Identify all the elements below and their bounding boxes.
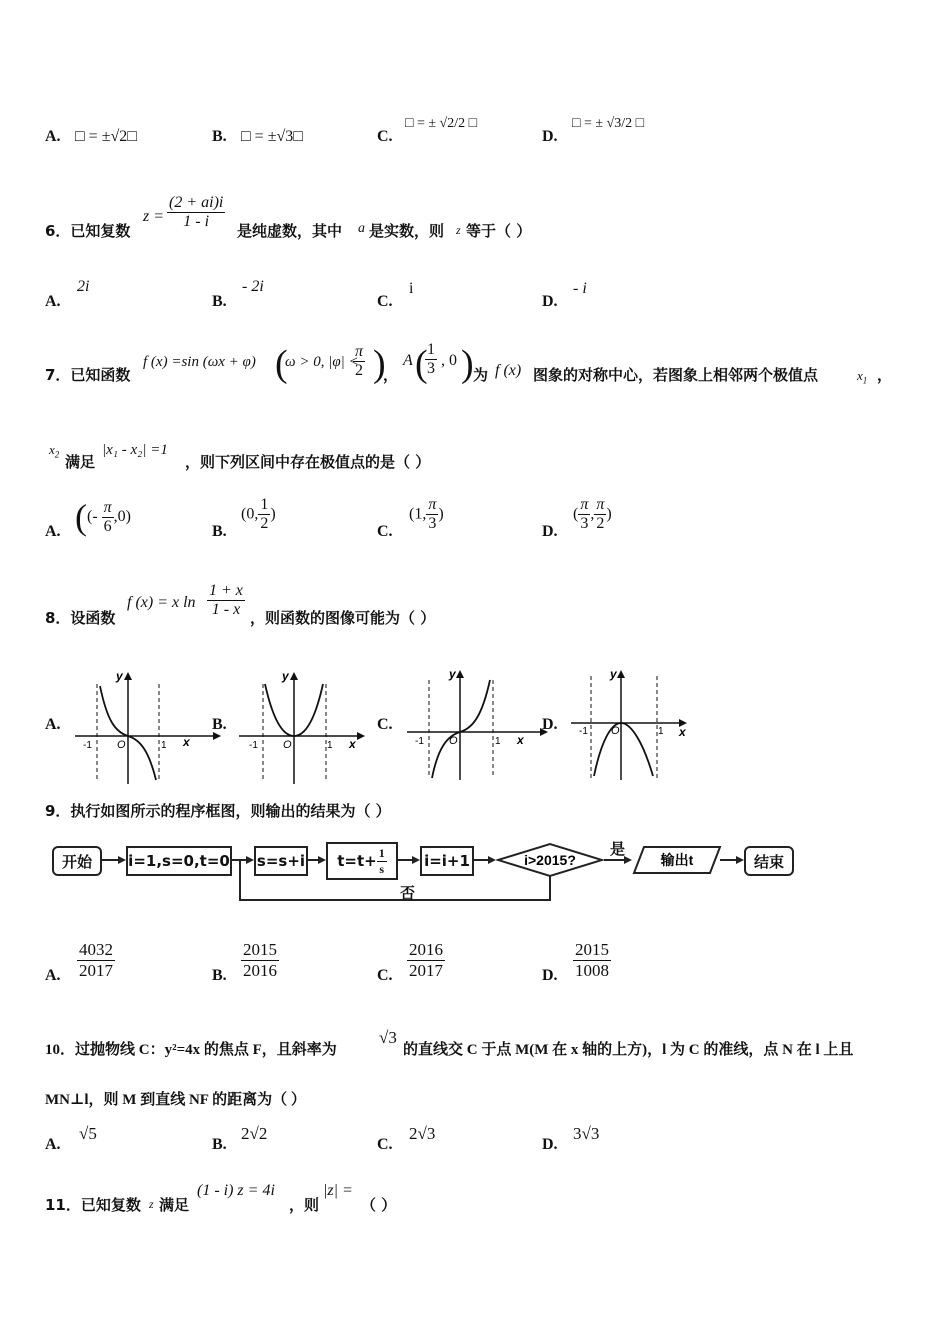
q5-option-d-expr: □ = ± √3/2 □ <box>572 116 645 131</box>
flow-yes-label: 是 <box>610 840 626 858</box>
q7-option-d-frac1 <box>578 496 590 533</box>
q9-option-d-num: 2015 <box>575 940 609 959</box>
q9-flowchart <box>52 836 797 904</box>
y-label: y <box>282 669 289 683</box>
q7-option-b-right: ) <box>270 505 276 523</box>
q8-frac-num: 1 + x <box>209 582 243 599</box>
q7-a-tail: , 0 <box>441 352 457 369</box>
q7-cond-2: 2 <box>355 362 363 379</box>
tick-pos: 1 <box>658 726 664 737</box>
flow-condition-text: i>2015? <box>524 852 576 868</box>
q6-var-a: a <box>358 221 365 236</box>
q7-option-a-frac <box>102 499 114 536</box>
q8-number: 8．设函数 <box>45 609 116 627</box>
q6-option-c-label: C. <box>377 293 393 310</box>
arrowhead-s-t <box>318 856 326 864</box>
q5-option-c-label: C. <box>377 128 393 145</box>
q10-line2: MN⊥l，则 M 到直线 NF 的距离为（ ） <box>45 1092 306 1108</box>
q8-graph-b <box>237 668 387 784</box>
q7-option-c-right: ) <box>438 505 444 523</box>
q10-option-a-value: √5 <box>79 1124 97 1143</box>
q10-line2-row <box>45 1088 905 1110</box>
q9-option-a-frac <box>77 940 115 981</box>
q11-abs: |z| = <box>323 1182 353 1199</box>
q10-option-c-label: C. <box>377 1136 393 1153</box>
question-7 <box>45 338 925 398</box>
q9-text: 9．执行如图所示的程序框图，则输出的结果为（ ） <box>45 802 391 820</box>
q6-text-end: 等于（ ） <box>466 222 532 240</box>
q8-text: ，则函数的图像可能为（ ） <box>250 609 436 627</box>
q7-text4: 满足 <box>65 453 96 471</box>
q6-option-d-value: - i <box>573 280 587 297</box>
q8-graph-d <box>569 668 729 784</box>
q6-option-b-label: B. <box>212 293 227 310</box>
q9-option-c-den: 2017 <box>409 961 443 980</box>
q7-a-paren-open: ( <box>415 343 428 385</box>
q9-option-c-num: 2016 <box>409 940 443 959</box>
q8-graphs <box>45 668 745 784</box>
q10-options <box>45 1124 905 1158</box>
tick-neg: -1 <box>415 736 424 747</box>
q8-option-d-label: D. <box>542 716 558 733</box>
q7-x2 <box>49 442 59 460</box>
q6-text-mid: 是纯虚数，其中 <box>237 222 343 240</box>
tick-zero: O <box>611 725 620 737</box>
flow-no-label: 否 <box>400 884 416 902</box>
q9-option-d-den: 1008 <box>575 961 609 980</box>
q5-option-a-expr: □ = ±√2□ <box>75 128 137 145</box>
arrowhead-out-end <box>736 856 744 864</box>
flow-t-frac-num: 1 <box>378 845 385 860</box>
q9-option-d-frac <box>573 940 611 981</box>
q7-option-d-mid: , <box>590 505 595 523</box>
flow-output-parallelogram <box>632 846 722 874</box>
q7-option-b-frac <box>258 496 270 533</box>
q7-a-lparen: ( <box>75 497 87 537</box>
flow-t-update <box>326 842 398 880</box>
q7-fx: f (x) <box>495 362 522 379</box>
q10-option-b-value: 2√2 <box>241 1124 268 1143</box>
x-label: x <box>679 725 686 739</box>
q7-cond-pi: π <box>355 343 364 360</box>
q9-option-b-label: B. <box>212 967 227 984</box>
y-axis-arrow <box>617 670 625 678</box>
q11-text3: （ ） <box>361 1196 397 1214</box>
q7-option-d-label: D. <box>542 523 558 540</box>
q8-option-a-label: A. <box>45 716 61 733</box>
flow-t-frac-den: s <box>379 861 385 876</box>
q6-option-a-value: 2i <box>77 278 90 295</box>
q7-option-c-num: π <box>428 496 437 513</box>
q7-option-c-label: C. <box>377 523 393 540</box>
flow-s-update: s=s+i <box>254 846 308 876</box>
x-label: x <box>183 735 190 749</box>
q10-option-a-label: A. <box>45 1136 61 1153</box>
q7-option-d-frac2 <box>594 496 606 533</box>
q8-fraction <box>207 582 245 619</box>
q7-x2-sub: 2 <box>54 449 60 460</box>
q9-options <box>45 940 905 992</box>
q10-slope: √3 <box>379 1028 397 1047</box>
q7-options <box>45 496 905 548</box>
q7-option-a-label: A. <box>45 523 61 540</box>
q7-comma: ， <box>383 366 399 384</box>
q7-line2 <box>45 440 905 470</box>
question-9 <box>45 798 905 822</box>
q7-option-c-den: 3 <box>428 515 437 532</box>
q7-option-d-den2: 2 <box>596 515 605 532</box>
q7-a-den: 3 <box>427 360 435 377</box>
question-6 <box>45 192 905 252</box>
question-11 <box>45 1180 905 1216</box>
q6-fraction <box>167 194 225 231</box>
arrowhead-init-s <box>246 856 254 864</box>
q7-option-c-left: (1, <box>409 505 427 523</box>
q7-option-c <box>409 496 444 533</box>
flow-t-pre: t=t+ <box>337 852 377 870</box>
q5-option-b-label: B. <box>212 128 227 145</box>
q6-frac-num: (2 + ai)i <box>169 194 224 211</box>
q9-option-b-den: 2016 <box>243 961 277 980</box>
y-axis-arrow <box>456 670 464 678</box>
question-10 <box>45 1028 905 1058</box>
q7-cond: ω > 0, |φ| < <box>285 354 359 370</box>
q7-paren-close: ) <box>373 343 386 385</box>
tick-neg: -1 <box>83 740 92 751</box>
q7-option-a <box>75 496 131 538</box>
q6-var-z: z <box>456 223 461 237</box>
q11-text1: 满足 <box>159 1196 190 1214</box>
q7-option-c-frac <box>426 496 438 533</box>
q5-options <box>45 116 905 160</box>
flow-t-frac <box>377 846 387 877</box>
q7-text5: ，则下列区间中存在极值点的是（ ） <box>185 453 431 471</box>
q6-options <box>45 278 905 314</box>
q7-a-frac <box>425 341 437 378</box>
q7-option-b-den: 2 <box>260 515 269 532</box>
q9-option-b-frac <box>241 940 279 981</box>
q9-option-b-num: 2015 <box>243 940 277 959</box>
q7-a-num: 1 <box>427 341 435 358</box>
q11-var-z: z <box>149 1197 154 1211</box>
q6-number: 6．已知复数 <box>45 222 131 240</box>
q8-option-b-label: B. <box>212 716 227 733</box>
arrowhead-cond-out <box>624 856 632 864</box>
q6-option-c-value: i <box>409 280 414 297</box>
q7-text3: ， <box>877 366 893 384</box>
q7-option-d-num: π <box>580 496 589 513</box>
flow-start: 开始 <box>52 846 102 876</box>
q5-option-b-expr: □ = ±√3□ <box>241 128 303 145</box>
arrowhead-i-cond <box>488 856 496 864</box>
q7-option-a-den: 6 <box>103 517 112 535</box>
q11-eq: (1 - i) z = 4i <box>197 1182 275 1199</box>
q7-paren-open: ( <box>275 343 288 385</box>
q7-option-d <box>573 496 612 533</box>
q7-cond-frac <box>353 343 365 380</box>
tick-zero: O <box>449 735 458 747</box>
q10-option-d-value: 3√3 <box>573 1124 600 1143</box>
q7-number: 7．已知函数 <box>45 366 131 384</box>
q7-x1 <box>857 368 867 386</box>
y-label: y <box>449 668 456 681</box>
q9-option-c-frac <box>407 940 445 981</box>
q8-frac-den: 1 - x <box>211 601 241 618</box>
q9-option-c-label: C. <box>377 967 393 984</box>
q6-frac-den: 1 - i <box>183 213 210 230</box>
flow-i-update: i=i+1 <box>420 846 474 876</box>
tick-neg: -1 <box>579 726 588 737</box>
y-label: y <box>116 669 123 683</box>
q10-option-b-label: B. <box>212 1136 227 1153</box>
q7-option-a-left: (- <box>87 508 102 525</box>
q7-text2: 图象的对称中心，若图象上相邻两个极值点 <box>533 366 819 384</box>
q7-option-b-num: 1 <box>260 496 269 513</box>
q10-line1: 10．过抛物线 C：y²=4x 的焦点 F，且斜率为 <box>45 1042 337 1058</box>
y-label: y <box>610 668 617 681</box>
q7-option-d-den: 3 <box>580 515 589 532</box>
q8-graph-a <box>73 668 223 784</box>
q7-func: f (x) =sin (ωx + φ) <box>143 354 256 370</box>
arrowhead-t-i <box>412 856 420 864</box>
y-axis-arrow <box>290 672 298 680</box>
q6-option-a-label: A. <box>45 293 61 310</box>
q9-option-a-num: 4032 <box>79 940 113 959</box>
curve <box>432 680 490 778</box>
q7-option-d-left: ( <box>573 505 579 523</box>
arrowhead-start-init <box>118 856 126 864</box>
q6-option-d-label: D. <box>542 293 558 310</box>
tick-neg: -1 <box>249 740 258 751</box>
q7-option-b <box>241 496 276 533</box>
q8-graph-c <box>405 668 565 784</box>
q6-text-mid2: 是实数，则 <box>369 222 445 240</box>
y-axis-arrow <box>124 672 132 680</box>
x-label: x <box>517 733 524 747</box>
q7-option-d-num2: π <box>596 496 605 513</box>
q5-option-a-label: A. <box>45 128 61 145</box>
flow-output-text: 输出t <box>660 852 694 868</box>
tick-pos: 1 <box>327 740 333 751</box>
q9-option-a-label: A. <box>45 967 61 984</box>
curve <box>594 723 653 776</box>
q6-option-b-value: - 2i <box>242 278 264 295</box>
q7-text1: 为 <box>473 366 489 384</box>
q7-option-b-left: (0, <box>241 505 259 523</box>
q7-option-a-right: ,0) <box>113 508 131 525</box>
tick-zero: O <box>117 739 126 751</box>
question-8 <box>45 580 905 630</box>
q8-option-c-label: C. <box>377 716 393 733</box>
q7-x2-var: x <box>49 442 55 457</box>
flow-condition-diamond <box>496 842 604 878</box>
tick-pos: 1 <box>495 736 501 747</box>
q9-option-d-label: D. <box>542 967 558 984</box>
q6-expr-left: z = <box>143 208 165 225</box>
q10-option-c-value: 2√3 <box>409 1124 436 1143</box>
q5-option-c-expr: □ = ± √2/2 □ <box>405 116 478 131</box>
x-axis-arrow <box>357 732 365 740</box>
q9-option-a-den: 2017 <box>79 961 113 980</box>
tick-pos: 1 <box>161 740 167 751</box>
tick-zero: O <box>283 739 292 751</box>
q10-option-d-label: D. <box>542 1136 558 1153</box>
q7-x1-var: x <box>857 368 863 383</box>
q10-line1b: 的直线交 C 于点 M(M 在 x 轴的上方)，l 为 C 的准线，点 N 在 l 上且 <box>403 1042 854 1058</box>
q7-option-b-label: B. <box>212 523 227 540</box>
q7-abs-expr: |x₁ - x₂| =1 <box>102 442 168 458</box>
q7-option-a-num: π <box>103 498 112 516</box>
x-label: x <box>349 737 356 751</box>
flow-end: 结束 <box>744 846 794 876</box>
q8-func: f (x) = x ln <box>127 594 196 611</box>
q7-option-d-right: ) <box>606 505 612 523</box>
q7-point-a: A <box>403 352 413 369</box>
q11-number: 11．已知复数 <box>45 1196 141 1214</box>
q11-text2: ，则 <box>289 1196 320 1214</box>
flow-init: i=1,s=0,t=0 <box>126 846 232 876</box>
q7-a-paren-close: ) <box>461 343 474 385</box>
q7-x1-sub: 1 <box>862 375 868 386</box>
q5-option-d-label: D. <box>542 128 558 145</box>
